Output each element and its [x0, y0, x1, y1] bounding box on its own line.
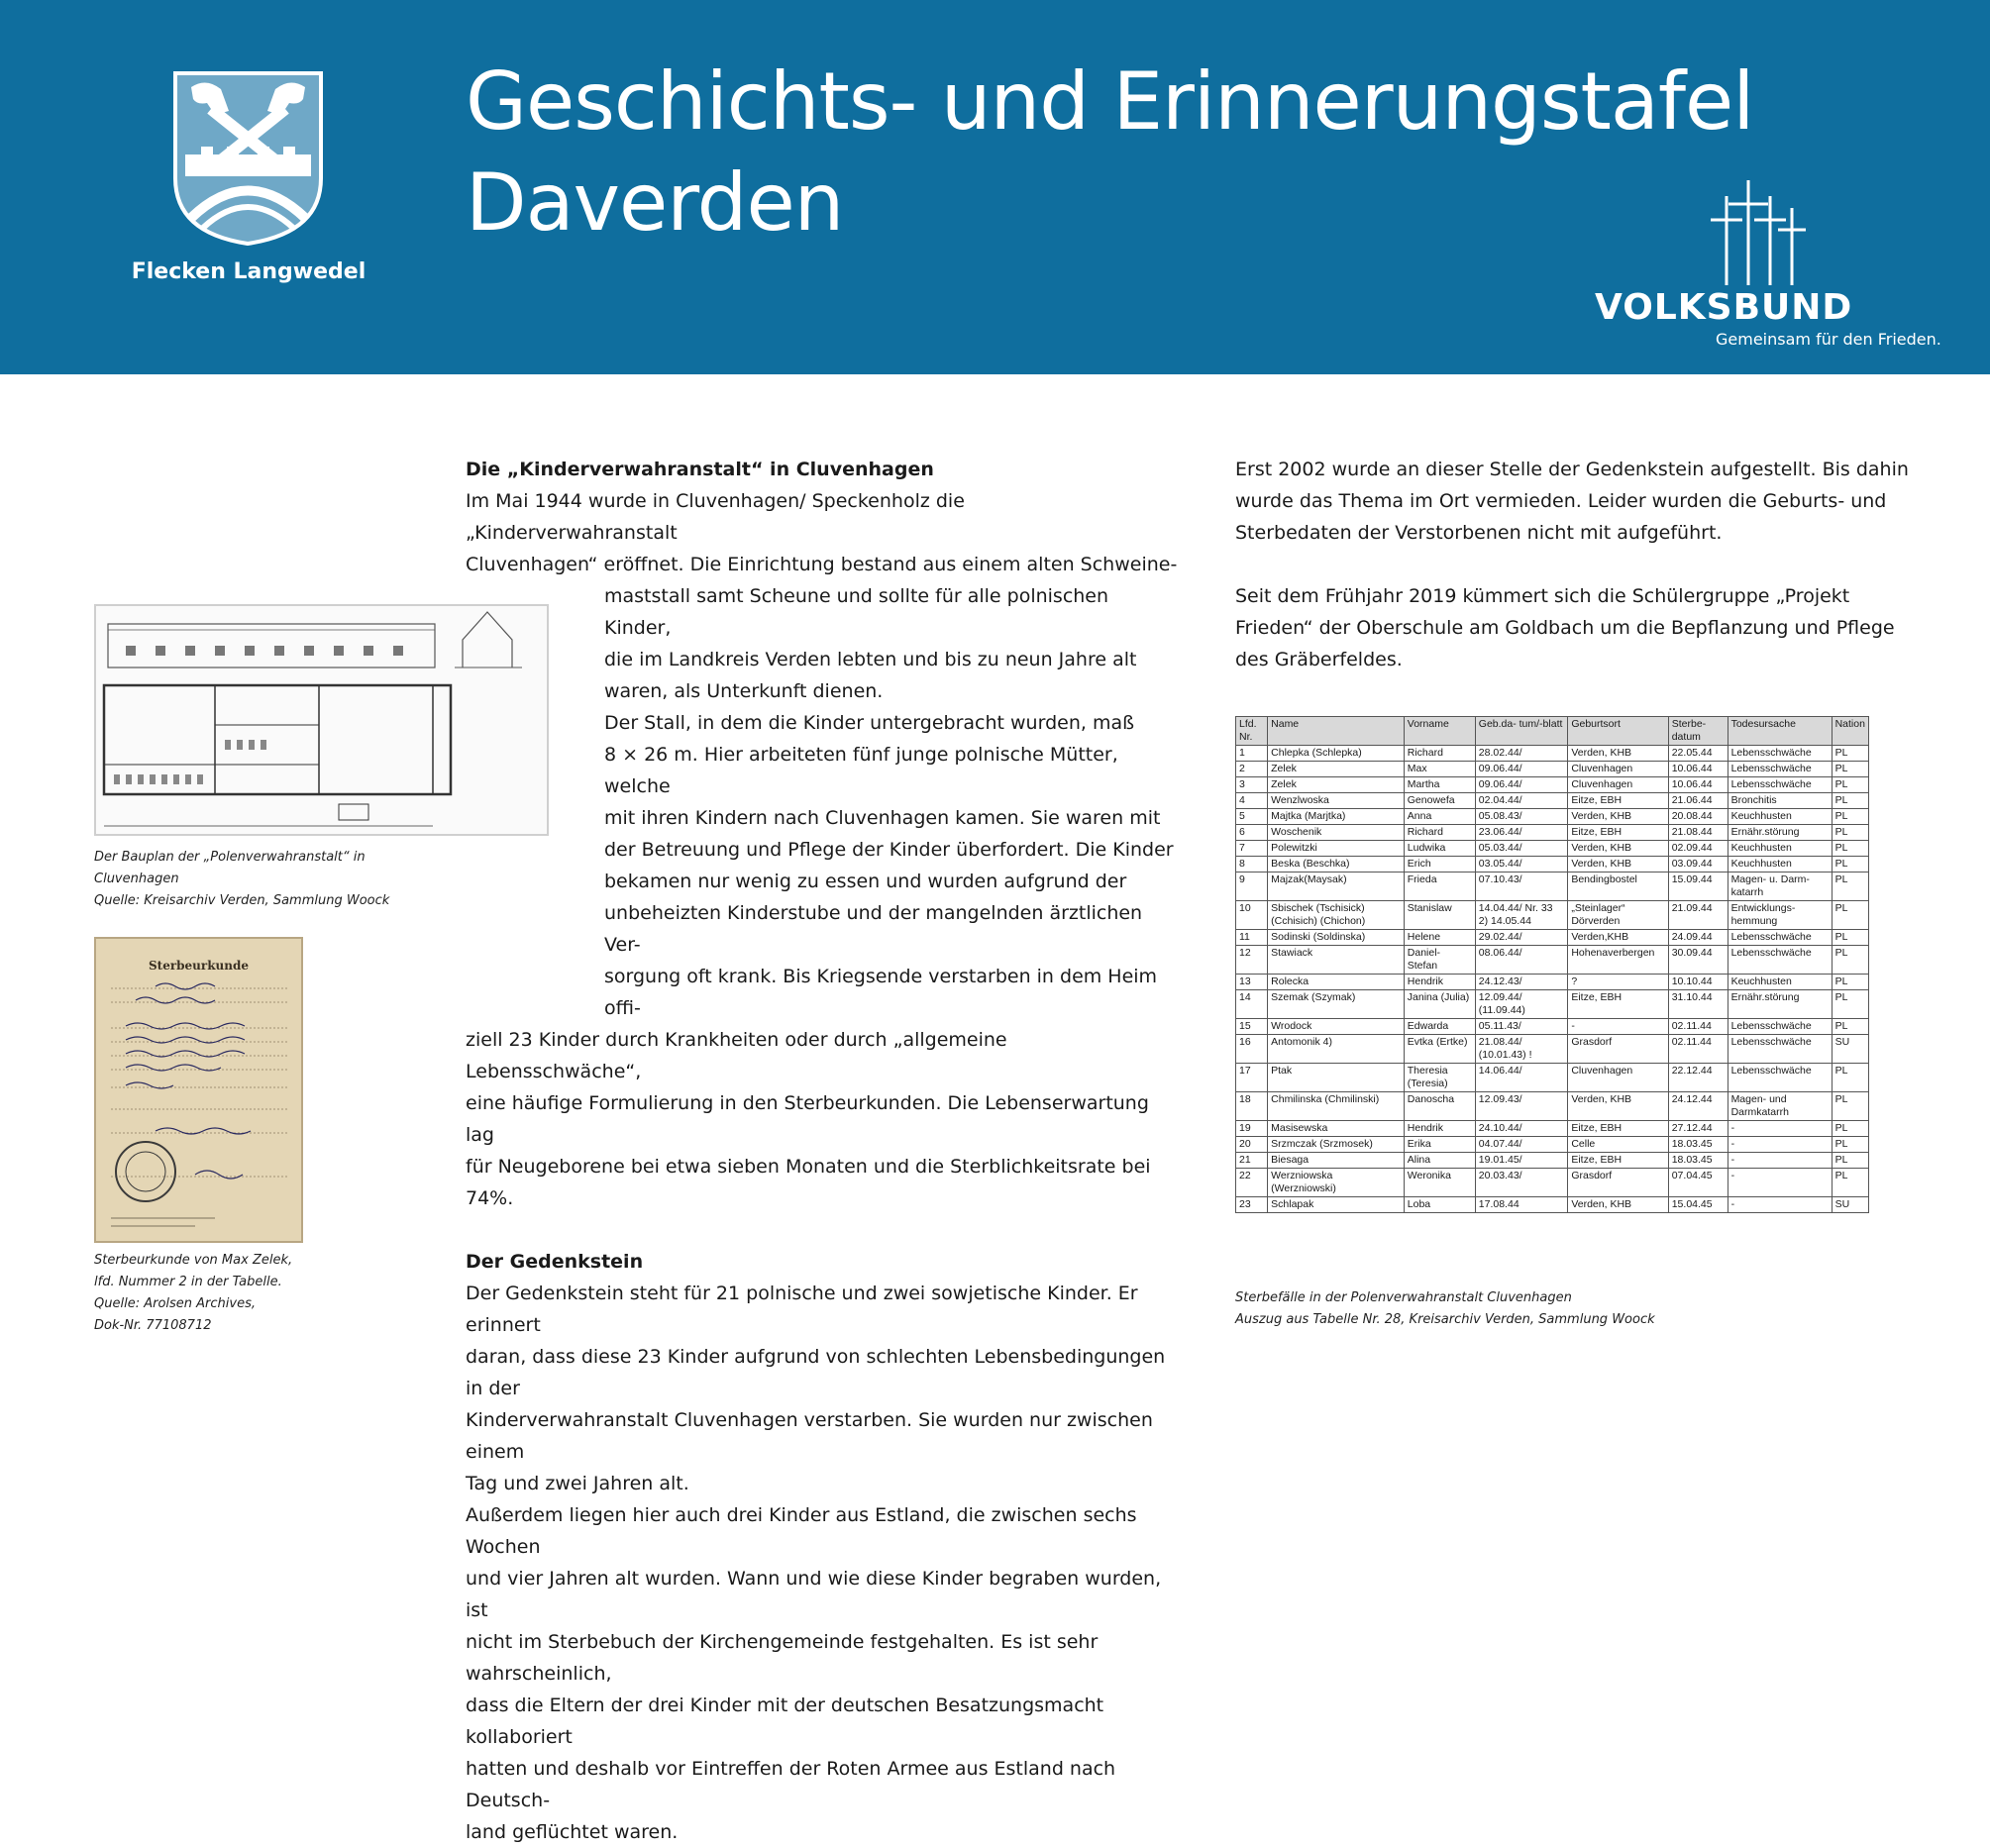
table-cell: 8	[1236, 857, 1268, 873]
table-cell: Alina	[1404, 1153, 1475, 1169]
table-row	[1236, 793, 1869, 809]
table-cell: Keuchhusten	[1728, 857, 1832, 873]
table-cell: 27.12.44	[1668, 1121, 1728, 1137]
table-cell: Janina (Julia)	[1404, 990, 1475, 1019]
table-cell: 09.06.44/	[1475, 777, 1568, 793]
table-cell: Genowefa	[1404, 793, 1475, 809]
table-cell: Lebensschwäche	[1728, 1035, 1832, 1064]
table-cell: Danoscha	[1404, 1092, 1475, 1121]
table-cell: PL	[1832, 873, 1868, 901]
table-row	[1236, 1121, 1869, 1137]
text-line: land geflüchtet waren.	[466, 1821, 679, 1843]
table-row	[1236, 1153, 1869, 1169]
table-cell: Polewitzki	[1268, 841, 1405, 857]
table-cell: PL	[1832, 762, 1868, 777]
table-cell: Wenzlwoska	[1268, 793, 1405, 809]
certificate-caption: Sterbeurkunde von Max Zelek, lfd. Nummer 2 in der Tabelle. Quelle: Arolsen Archives, Dok-Nr. 77108712	[94, 1253, 293, 1333]
table-cell: Werzniowska (Werzniowski)	[1268, 1169, 1405, 1197]
table-cell: 19.01.45/	[1475, 1153, 1568, 1169]
table-cell: 10.06.44	[1668, 762, 1728, 777]
municipality-name: Flecken Langwedel	[131, 259, 367, 284]
table-cell: 20	[1236, 1137, 1268, 1153]
table-cell: 10.10.44	[1668, 975, 1728, 990]
table-cell: 5	[1236, 809, 1268, 825]
page-title	[466, 51, 1754, 254]
table-cell: 05.08.43/	[1475, 809, 1568, 825]
table-cell: 03.09.44	[1668, 857, 1728, 873]
table-cell: Wrodock	[1268, 1019, 1405, 1035]
table-cell: 05.03.44/	[1475, 841, 1568, 857]
table-cell: Lebensschwäche	[1728, 1019, 1832, 1035]
table-cell: 15.04.45	[1668, 1197, 1728, 1213]
table-cell: Sodinski (Soldinska)	[1268, 930, 1405, 946]
table-cell: 11	[1236, 930, 1268, 946]
text-line: nicht im Sterbebuch der Kirchengemeinde festgehalten. Es ist sehr wahrscheinlich,	[466, 1631, 1099, 1685]
table-cell: Weronika	[1404, 1169, 1475, 1197]
table-cell: Masisewska	[1268, 1121, 1405, 1137]
table-cell: Loba	[1404, 1197, 1475, 1213]
table-row	[1236, 746, 1869, 762]
table-cell: Ludwika	[1404, 841, 1475, 857]
table-cell: -	[1728, 1197, 1832, 1213]
table-cell: Bronchitis	[1728, 793, 1832, 809]
text-line: Im Mai 1944 wurde in Cluvenhagen/ Speckenholz die „Kinderverwahranstalt	[466, 490, 965, 544]
table-cell: Bendingbostel	[1568, 873, 1668, 901]
table-cell: Biesaga	[1268, 1153, 1405, 1169]
table-cell: 20.03.43/	[1475, 1169, 1568, 1197]
text-line: Tag und zwei Jahren alt.	[466, 1473, 689, 1494]
table-cell: 19	[1236, 1121, 1268, 1137]
table-cell: Eitze, EBH	[1568, 1153, 1668, 1169]
table-cell: 09.06.44/	[1475, 762, 1568, 777]
table-cell: PL	[1832, 1064, 1868, 1092]
text-line: hatten und deshalb vor Eintreffen der Roten Armee aus Estland nach Deutsch-	[466, 1758, 1116, 1811]
table-cell: -	[1568, 1019, 1668, 1035]
table-cell: 02.09.44	[1668, 841, 1728, 857]
table-cell: Verden, KHB	[1568, 1197, 1668, 1213]
table-cell: Cluvenhagen	[1568, 762, 1668, 777]
table-cell: Woschenik	[1268, 825, 1405, 841]
section-heading-gedenkstein: Der Gedenkstein	[466, 1251, 644, 1273]
paragraph-gap	[466, 1214, 1179, 1246]
title-line-2: Daverden	[466, 156, 844, 249]
table-cell: 12	[1236, 946, 1268, 975]
table-cell: Magen- u. Darm- katarrh	[1728, 873, 1832, 901]
table-cell: Theresia (Teresia)	[1404, 1064, 1475, 1092]
table-row	[1236, 825, 1869, 841]
table-cell: 02.11.44	[1668, 1035, 1728, 1064]
table-cell: 31.10.44	[1668, 990, 1728, 1019]
table-cell: Hendrik	[1404, 975, 1475, 990]
table-cell: Verden,KHB	[1568, 930, 1668, 946]
table-cell: PL	[1832, 1121, 1868, 1137]
table-cell: 21.09.44	[1668, 901, 1728, 930]
table-cell: 22	[1236, 1169, 1268, 1197]
table-header-cell: Name	[1268, 717, 1405, 746]
table-cell: 30.09.44	[1668, 946, 1728, 975]
text-line: unbeheizten Kinderstube und der mangelnden ärztlichen Ver-	[604, 902, 1143, 956]
table-cell: Sbischek (Tschisick) (Cchisich) (Chichon)	[1268, 901, 1405, 930]
table-cell: 15	[1236, 1019, 1268, 1035]
table-cell: Lebensschwäche	[1728, 777, 1832, 793]
table-cell: PL	[1832, 1169, 1868, 1197]
table-cell: 20.08.44	[1668, 809, 1728, 825]
table-cell: 24.12.43/	[1475, 975, 1568, 990]
table-cell: PL	[1832, 793, 1868, 809]
text-line: dass die Eltern der drei Kinder mit der deutschen Besatzungsmacht kollaboriert	[466, 1694, 1104, 1748]
volksbund-slogan: Gemeinsam für den Frieden.	[1716, 330, 1941, 349]
certificate-title: Sterbeurkunde	[148, 959, 250, 973]
table-cell: Helene	[1404, 930, 1475, 946]
table-cell: PL	[1832, 975, 1868, 990]
table-cell: 23.06.44/	[1475, 825, 1568, 841]
table-cell: 3	[1236, 777, 1268, 793]
table-cell: 7	[1236, 841, 1268, 857]
text-line: Frieden“ der Oberschule am Goldbach um die Bepflanzung und Pflege	[1235, 617, 1895, 639]
text-line: eine häufige Formulierung in den Sterbeurkunden. Die Lebenserwartung lag	[466, 1092, 1149, 1146]
table-cell: 15.09.44	[1668, 873, 1728, 901]
table-cell: PL	[1832, 825, 1868, 841]
table-cell: Lebensschwäche	[1728, 746, 1832, 762]
table-cell: 16	[1236, 1035, 1268, 1064]
text-line: Der Gedenkstein steht für 21 polnische und zwei sowjetische Kinder. Er erinnert	[466, 1283, 1138, 1336]
table-row	[1236, 1137, 1869, 1153]
middle-column	[466, 454, 1179, 1848]
table-cell: Eitze, EBH	[1568, 825, 1668, 841]
table-cell: -	[1728, 1121, 1832, 1137]
table-cell: Erika	[1404, 1137, 1475, 1153]
table-cell: 17.08.44	[1475, 1197, 1568, 1213]
table-cell: 12.09.43/	[1475, 1092, 1568, 1121]
table-cell: 13	[1236, 975, 1268, 990]
text-line: Kinderverwahranstalt Cluvenhagen verstarben. Sie wurden nur zwischen einem	[466, 1409, 1153, 1463]
table-cell: Entwicklungs- hemmung	[1728, 901, 1832, 930]
table-cell: Verden, KHB	[1568, 841, 1668, 857]
table-caption: Sterbefälle in der Polenverwahranstalt Cluvenhagen Auszug aus Tabelle Nr. 28, Kreisarchiv Verden, Sammlung Woock	[1235, 1290, 1655, 1327]
table-cell: Chlepka (Schlepka)	[1268, 746, 1405, 762]
table-cell: Verden, KHB	[1568, 809, 1668, 825]
paragraph-gap	[1235, 549, 1948, 580]
table-cell: Edwarda	[1404, 1019, 1475, 1035]
table-cell: Keuchhusten	[1728, 841, 1832, 857]
table-row	[1236, 930, 1869, 946]
table-cell: Majtka (Marjtka)	[1268, 809, 1405, 825]
table-cell: 21.08.44	[1668, 825, 1728, 841]
table-row	[1236, 873, 1869, 901]
table-row	[1236, 1064, 1869, 1092]
table-cell: 28.02.44/	[1475, 746, 1568, 762]
right-column	[1235, 454, 1948, 675]
table-cell: PL	[1832, 809, 1868, 825]
text-line: sorgung oft krank. Bis Kriegsende verstarben in dem Heim offi-	[604, 966, 1158, 1019]
table-header-cell: Geburtsort	[1568, 717, 1668, 746]
table-cell: PL	[1832, 946, 1868, 975]
table-cell: 18	[1236, 1092, 1268, 1121]
table-cell: Srzmczak (Srzmosek)	[1268, 1137, 1405, 1153]
table-row	[1236, 1092, 1869, 1121]
table-cell: 24.12.44	[1668, 1092, 1728, 1121]
text-line: Cluvenhagen“ eröffnet. Die Einrichtung bestand aus einem alten Schweine-	[466, 554, 1178, 575]
table-cell: PL	[1832, 857, 1868, 873]
table-cell: 23	[1236, 1197, 1268, 1213]
text-line: bekamen nur wenig zu essen und wurden aufgrund der	[604, 871, 1127, 892]
table-cell: 22.12.44	[1668, 1064, 1728, 1092]
table-header-cell: Todesursache	[1728, 717, 1832, 746]
table-header-row	[1236, 717, 1869, 746]
table-cell: 18.03.45	[1668, 1153, 1728, 1169]
table-cell: PL	[1832, 777, 1868, 793]
table-cell: Celle	[1568, 1137, 1668, 1153]
table-cell: 07.10.43/	[1475, 873, 1568, 901]
table-cell: 2	[1236, 762, 1268, 777]
table-cell: 14.04.44/ Nr. 33 2) 14.05.44	[1475, 901, 1568, 930]
table-cell: -	[1728, 1169, 1832, 1197]
text-line: waren, als Unterkunft dienen.	[604, 680, 884, 702]
table-cell: Frieda	[1404, 873, 1475, 901]
table-cell: 10	[1236, 901, 1268, 930]
table-row	[1236, 990, 1869, 1019]
table-cell: Verden, KHB	[1568, 1092, 1668, 1121]
table-cell: Grasdorf	[1568, 1035, 1668, 1064]
table-cell: Evtka (Ertke)	[1404, 1035, 1475, 1064]
table-cell: Lebensschwäche	[1728, 930, 1832, 946]
table-header-cell: Lfd. Nr.	[1236, 717, 1268, 746]
table-cell: Erich	[1404, 857, 1475, 873]
table-cell: SU	[1832, 1197, 1868, 1213]
table-cell: 22.05.44	[1668, 746, 1728, 762]
table-row	[1236, 1035, 1869, 1064]
table-cell: PL	[1832, 930, 1868, 946]
certificate-lines	[96, 939, 301, 1241]
table-cell: Cluvenhagen	[1568, 1064, 1668, 1092]
table-cell: Grasdorf	[1568, 1169, 1668, 1197]
langwedel-coat-of-arms-icon	[171, 69, 325, 248]
volksbund-crosses-icon	[1709, 178, 1808, 287]
table-cell: PL	[1832, 1092, 1868, 1121]
table-cell: Stawiack	[1268, 946, 1405, 975]
table-row	[1236, 857, 1869, 873]
table-cell: Richard	[1404, 746, 1475, 762]
table-cell: PL	[1832, 1153, 1868, 1169]
table-row	[1236, 762, 1869, 777]
table-cell: Keuchhusten	[1728, 809, 1832, 825]
text-line: Seit dem Frühjahr 2019 kümmert sich die Schülergruppe „Projekt	[1235, 585, 1850, 607]
table-row	[1236, 841, 1869, 857]
header-banner	[0, 0, 1990, 374]
table-cell: PL	[1832, 841, 1868, 857]
table-cell: 02.11.44	[1668, 1019, 1728, 1035]
table-cell: 24.10.44/	[1475, 1121, 1568, 1137]
table-cell: Hohenaverbergen	[1568, 946, 1668, 975]
table-cell: ?	[1568, 975, 1668, 990]
table-cell: Hendrik	[1404, 1121, 1475, 1137]
text-line: mit ihren Kindern nach Cluvenhagen kamen. Sie waren mit	[604, 807, 1161, 829]
table-row	[1236, 946, 1869, 975]
table-header-cell: Nation	[1832, 717, 1868, 746]
table-cell: -	[1728, 1153, 1832, 1169]
title-line-1: Geschichts- und Erinnerungstafel	[466, 55, 1754, 148]
table-cell: Martha	[1404, 777, 1475, 793]
table-cell: Anna	[1404, 809, 1475, 825]
text-line: 8 × 26 m. Hier arbeiteten fünf junge polnische Mütter, welche	[604, 744, 1118, 797]
text-line: für Neugeborene bei etwa sieben Monaten und die Sterblichkeitsrate bei 74%.	[466, 1156, 1151, 1209]
table-cell: Zelek	[1268, 777, 1405, 793]
text-line: Sterbedaten der Verstorbenen nicht mit aufgeführt.	[1235, 522, 1723, 544]
text-line: der Betreuung und Pflege der Kinder überfordert. Die Kinder	[604, 839, 1174, 861]
floor-plan-caption: Der Bauplan der „Polenverwahranstalt“ in Cluvenhagen Quelle: Kreisarchiv Verden, Sammlung Woock	[94, 850, 390, 908]
table-header-cell: Vorname	[1404, 717, 1475, 746]
text-line: Erst 2002 wurde an dieser Stelle der Gedenkstein aufgestellt. Bis dahin	[1235, 459, 1909, 480]
table-cell: Ptak	[1268, 1064, 1405, 1092]
table-cell: Ernähr.störung	[1728, 990, 1832, 1019]
table-row	[1236, 777, 1869, 793]
text-line: des Gräberfeldes.	[1235, 649, 1403, 670]
table-cell: Rolecka	[1268, 975, 1405, 990]
text-line: Außerdem liegen hier auch drei Kinder aus Estland, die zwischen sechs Wochen	[466, 1504, 1137, 1558]
table-cell: 14.06.44/	[1475, 1064, 1568, 1092]
table-cell: 17	[1236, 1064, 1268, 1092]
text-line: daran, dass diese 23 Kinder aufgrund von schlechten Lebensbedingungen in der	[466, 1346, 1166, 1399]
table-cell: 12.09.44/ (11.09.44)	[1475, 990, 1568, 1019]
table-cell: SU	[1832, 1035, 1868, 1064]
table-cell: „Steinlager“ Dörverden	[1568, 901, 1668, 930]
table-row	[1236, 809, 1869, 825]
table-cell: 08.06.44/	[1475, 946, 1568, 975]
table-cell: 4	[1236, 793, 1268, 809]
section-heading-kinderverwahranstalt: Die „Kinderverwahranstalt“ in Cluvenhagen	[466, 459, 934, 480]
table-cell: 14	[1236, 990, 1268, 1019]
table-row	[1236, 1197, 1869, 1213]
table-cell: 9	[1236, 873, 1268, 901]
table-cell: Lebensschwäche	[1728, 946, 1832, 975]
death-records-table	[1235, 716, 1869, 1213]
table-cell: 21.08.44/ (10.01.43) !	[1475, 1035, 1568, 1064]
table-header-cell: Geb.da- tum/-blatt	[1475, 717, 1568, 746]
table-cell: -	[1728, 1137, 1832, 1153]
table-header-cell: Sterbe- datum	[1668, 717, 1728, 746]
text-line: und vier Jahren alt wurden. Wann und wie diese Kinder begraben wurden, ist	[466, 1568, 1162, 1621]
table-row	[1236, 1169, 1869, 1197]
text-line: die im Landkreis Verden lebten und bis zu neun Jahre alt	[604, 649, 1137, 670]
table-cell: Stanislaw	[1404, 901, 1475, 930]
table-cell: Verden, KHB	[1568, 857, 1668, 873]
text-line: wurde das Thema im Ort vermieden. Leider wurden die Geburts- und	[1235, 490, 1887, 512]
table-cell: 10.06.44	[1668, 777, 1728, 793]
table-cell: Keuchhusten	[1728, 975, 1832, 990]
table-cell: 21	[1236, 1153, 1268, 1169]
text-line: Der Stall, in dem die Kinder untergebracht wurden, maß	[604, 712, 1135, 734]
table-cell: 07.04.45	[1668, 1169, 1728, 1197]
table-cell: Ernähr.störung	[1728, 825, 1832, 841]
table-cell: Eitze, EBH	[1568, 1121, 1668, 1137]
table-cell: Antomonik 4)	[1268, 1035, 1405, 1064]
table-cell: Verden, KHB	[1568, 746, 1668, 762]
table-cell: Majzak(Maysak)	[1268, 873, 1405, 901]
table-cell: PL	[1832, 901, 1868, 930]
death-certificate-image	[94, 937, 303, 1243]
table-cell: Eitze, EBH	[1568, 990, 1668, 1019]
table-cell: 29.02.44/	[1475, 930, 1568, 946]
table-cell: 24.09.44	[1668, 930, 1728, 946]
table-cell: PL	[1832, 1137, 1868, 1153]
table-cell: 18.03.45	[1668, 1137, 1728, 1153]
table-cell: Beska (Beschka)	[1268, 857, 1405, 873]
table-row	[1236, 901, 1869, 930]
table-cell: 21.06.44	[1668, 793, 1728, 809]
table-body	[1236, 746, 1869, 1213]
table-cell: 03.05.44/	[1475, 857, 1568, 873]
table-cell: Schlapak	[1268, 1197, 1405, 1213]
volksbund-name: VOLKSBUND	[1595, 287, 1853, 328]
table-cell: 1	[1236, 746, 1268, 762]
table-cell: 6	[1236, 825, 1268, 841]
text-line: ziell 23 Kinder durch Krankheiten oder durch „allgemeine Lebensschwäche“,	[466, 1029, 1007, 1082]
table-cell: 04.07.44/	[1475, 1137, 1568, 1153]
table-cell: Richard	[1404, 825, 1475, 841]
table-cell: Cluvenhagen	[1568, 777, 1668, 793]
table-cell: Lebensschwäche	[1728, 762, 1832, 777]
table-cell: Daniel- Stefan	[1404, 946, 1475, 975]
table-row	[1236, 1019, 1869, 1035]
table-cell: Lebensschwäche	[1728, 1064, 1832, 1092]
table-cell: PL	[1832, 990, 1868, 1019]
table-cell: Chmilinska (Chmilinski)	[1268, 1092, 1405, 1121]
table-cell: PL	[1832, 1019, 1868, 1035]
table-cell: PL	[1832, 746, 1868, 762]
table-cell: Szemak (Szymak)	[1268, 990, 1405, 1019]
table-cell: Max	[1404, 762, 1475, 777]
text-line: maststall samt Scheune und sollte für alle polnischen Kinder,	[604, 585, 1109, 639]
table-cell: Eitze, EBH	[1568, 793, 1668, 809]
table-cell: Zelek	[1268, 762, 1405, 777]
table-cell: Magen- und Darmkatarrh	[1728, 1092, 1832, 1121]
table-row	[1236, 975, 1869, 990]
table-cell: 02.04.44/	[1475, 793, 1568, 809]
table-cell: 05.11.43/	[1475, 1019, 1568, 1035]
